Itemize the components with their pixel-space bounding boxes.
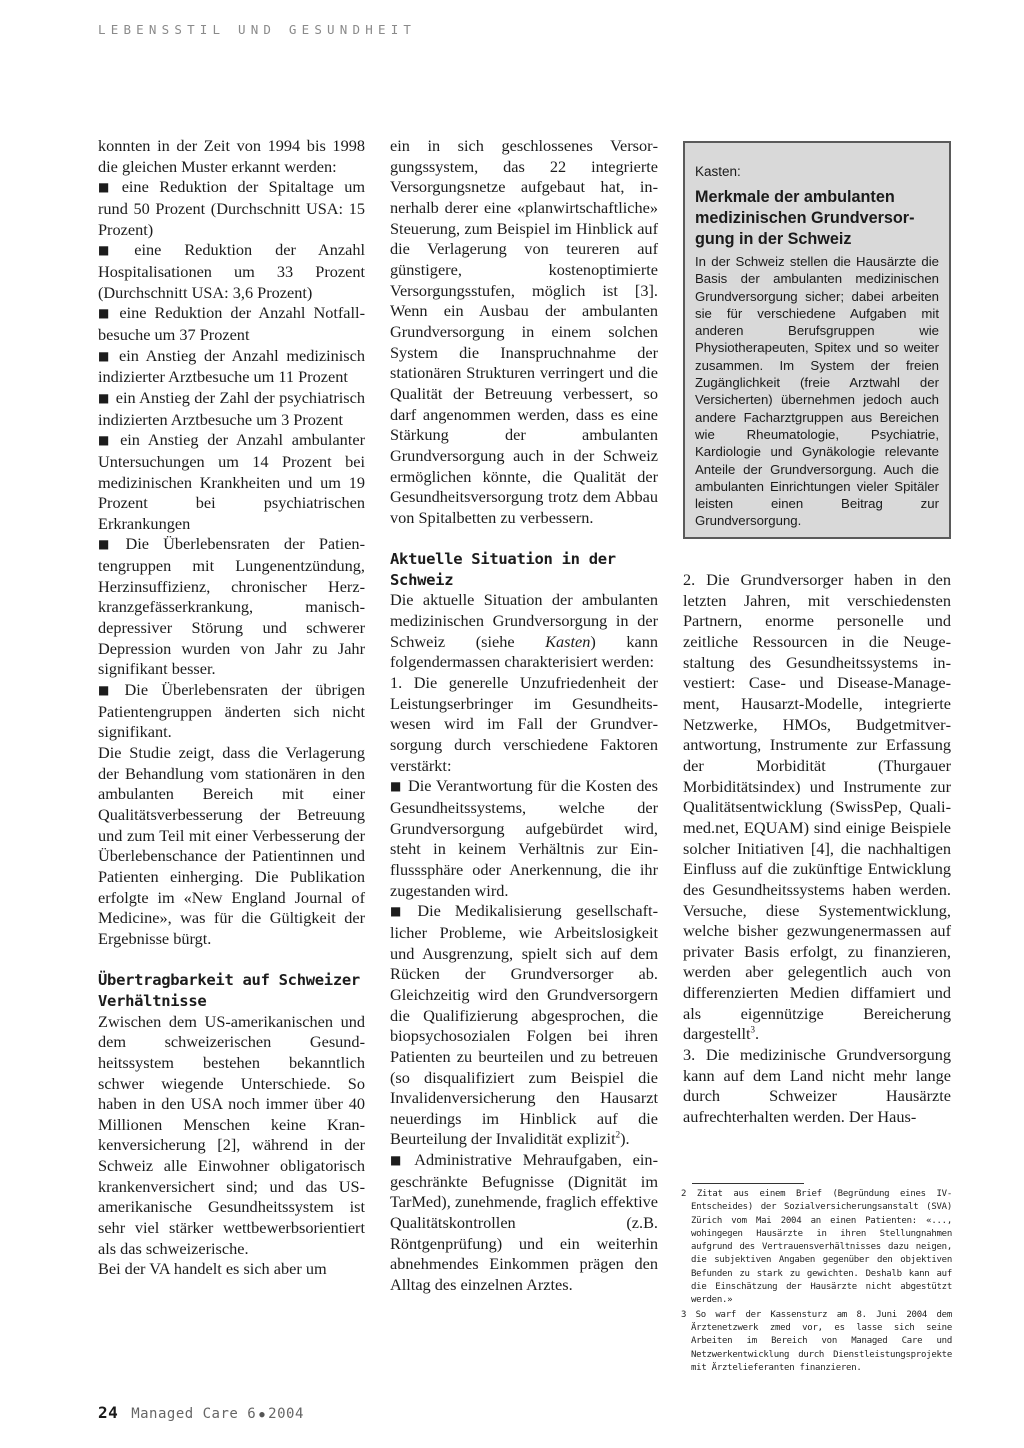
bullet-item: ■ eine Reduktion der Anzahl Hospitalisationen um 33 Prozent (Durchschnitt USA: 3,6 Prozent) <box>98 240 365 303</box>
text-run: Die aktuelle Situation der ambulanten medizinischen Grundversorgung in der Schweiz (siehe <box>390 590 658 651</box>
footnote-ref: 2 <box>615 1130 621 1141</box>
paragraph <box>683 570 951 1045</box>
section-heading: Übertragbarkeit auf Schweizer Verhältnisse <box>98 971 360 1010</box>
column-1 <box>98 136 365 1280</box>
paragraph: konnten in der Zeit von 1994 bis 1998 die gleichen Muster erkannt werden: <box>98 136 365 176</box>
bullet-item: ■ Die Überlebensraten der Patientengruppen mit Lungenentzündung, Herzinsuffizienz, chronischer Herzkranzgefässerkrankung, manisch-depressiver Störung und schwerer Depression wurden von Jahr zu Jahr signifikant besser. <box>98 534 365 680</box>
separator-dot: ● <box>259 1410 266 1420</box>
box-label: Kasten: <box>695 164 741 179</box>
footnote: 2 Zitat aus einem Brief (Begründung eines IV-Entscheides) der Sozialversicherungsanstalt (SVA) Zürich vom Mai 2004 an einen Patienten: «..., wohingegen Hausärzte in ihren Stellungnahmen aufgrund des Vertrauensverhältnisses dazu neigen, die subjektiven Angaben gegenüber den objektiven Befunden zu stark zu gewichten. Deshalb kann auf die Einschätzung der Hausärzte nicht abgestützt werden.» <box>681 1189 952 1306</box>
paragraph: ein in sich geschlossenes Versorgungssystem, das 22 integrierte Versorgungsnetze aufgebaut hat, innerhalb derer eine «planwirtschaftliche» Steuerung, zum Beispiel im Hinblick auf die Verlagerung von teureren auf günstigere, kostenoptimierte Versorgungsstufen, möglich ist [3]. Wenn ein Ausbau der ambulanten Grundversorgung in einem solchen System die Inanspruchnahme der stationären Strukturen verringert und die Qualität der Betreuung verbessert, so darf angenommen werden, dass es eine Stärkung der ambulanten Grundversorgung auch in der Schweiz ermöglichen könnte, die Qualität der Gesundheitsversorgung trotz dem Abbau von Spitalbetten zu verbessern. <box>390 136 658 527</box>
bullet-item: ■ eine Reduktion der Anzahl Notfallbesuche um 37 Prozent <box>98 303 365 345</box>
bullet-item: ■ ein Anstieg der Anzahl medizinisch indizierter Arztbesuche um 11 Prozent <box>98 346 365 388</box>
text-run: ). <box>620 1129 630 1149</box>
page-footer <box>98 1403 304 1422</box>
paragraph: Zwischen dem US-amerikanischen und dem schweizerischen Gesundheitssystem bestehen bekanntlich schwer wiegende Unterschiede. So haben in den USA noch immer über 40 Millionen Menschen keine Krankenversicherung [2], während in der Schweiz alle Einwohner obligatorisch krankenversichert sind; und das US-amerikanische Gesundheitssystem ist sehr viel stärker wettbewerbsorientiert als das schweizerische. <box>98 1011 365 1258</box>
text-run: Die Medikalisierung gesellschaftlicher Probleme, wie Arbeitslosigkeit und Ausgrenzung, spielt sich auf dem Rücken der Grundversorger ab. Gleichzeitig wird den Grundversorgern die Qualifizierung abgesprochen, die biopsychosozialen Folgen bei ihren Patienten zu beurteilen und zu betreuen (so disqualifiziert zum Beispiel die Invalidenversicherung den Hausarzt neuerdings im Hinblick auf die Beurteilung der Invalidität explizit <box>390 901 658 1149</box>
issue-number: 6 <box>247 1406 257 1422</box>
text-run: . <box>755 1024 760 1044</box>
running-header: LEBENSSTIL UND GESUNDHEIT <box>98 22 417 37</box>
page-number: 24 <box>98 1403 119 1422</box>
footnote-ref: 3 <box>750 1025 756 1036</box>
section-heading: Aktuelle Situation in der Schweiz <box>390 550 616 589</box>
paragraph: 1. Die generelle Unzufriedenheit der Leistungserbringer im Gesundheitswesen wird im Fall der Grundversorgung durch verschiedene Faktoren verstärkt: <box>390 673 658 775</box>
text-run: ) kann folgendermassen charakterisiert werden: <box>390 631 658 672</box>
box-title: Merkmale der ambulanten medizinischen Grundversorgung in der Schweiz <box>695 188 915 248</box>
bullet-item: ■ Administrative Mehraufgaben, eingeschränkte Befugnisse (Dignität im TarMed), zunehmende, fraglich effektive Qualitätskontrollen (z.B. Röntgenprüfung) und ein weiterhin abnehmendes Einkommen prägen den Alltag des einzelnen Arztes. <box>390 1150 658 1296</box>
paragraph: Bei der VA handelt es sich aber um <box>98 1259 327 1279</box>
column-2 <box>390 136 658 1296</box>
box-text: In der Schweiz stellen die Hausärzte die Basis der ambulanten medizinischen Grundversorgung sicher; dabei arbeiten sie für verschiedene Aufgaben mit anderen Berufsgruppen wie Physiotherapeuten, Spitex und so weiter zusammen. Im System der freien Zugänglichkeit (freie Arztwahl der Versicherten) übernehmen jedoch auch andere Facharztgruppen aus Bereichen wie Rheumatologie, Psychiatrie, Kardiologie und Gynäkologie relevante Anteile der Grundversorgung. Auch die ambulanten Einrichtungen vieler Spitäler leisten einen Beitrag zur Grundversorgung. <box>695 254 939 529</box>
bullet-item: ■ Die Verantwortung für die Kosten des Gesundheitssystems, welche der Grundversorgung aufgebürdet wird, steht in keinem Verhältnis zur Einflusssphäre oder Anerkennung, die ihr zugestanden wird. <box>390 776 658 901</box>
footnote-divider <box>692 1183 804 1184</box>
kasten-reference: Kasten <box>545 631 591 651</box>
paragraph <box>390 590 658 673</box>
text-run: 2. Die Grundversorger haben in den letzten Jahren, mit verschiedensten Partnern, enorme personelle und zeitliche Ressourcen in die Neugestaltung des Gesundheitssystems investiert: Case- und Disease-Management, Hausarzt-Modelle, integrierte Netzwerke, HMOs, Budgetmitverantwortung, Instrumente zur Erfassung der Morbidität (Thurgauer Morbiditätsindex) und Instrumente zur Qualitätsentwicklung (SwissPep, Quali-med.net, EQUAM) sind einige Beispiele solcher Initiativen [4], die nachhaltigen Einfluss auf die zukünftige Entwicklung des Gesundheitssystems haben werden. Versuche, diese Systementwicklung, welche bisher gezwungenermassen auf privater Basis erfolgt, zu finanzieren, werden aber gelegentlich auch von differenzierten Medien diffamiert und als eigennützige Bereicherung dargestellt <box>683 570 951 1044</box>
bullet-item: ■ eine Reduktion der Spitaltage um rund 50 Prozent (Durchschnitt USA: 15 Prozent) <box>98 177 365 240</box>
year: 2004 <box>268 1406 304 1422</box>
footnotes <box>681 1188 952 1376</box>
bullet-item: ■ ein Anstieg der Zahl der psychiatrisch indizierten Arztbesuche um 3 Prozent <box>98 388 365 430</box>
column-3 <box>683 570 951 1128</box>
paragraph: 3. Die medizinische Grundversorgung kann auf dem Land nicht mehr lange durch Schweizer Hausärzte aufrechterhalten werden. Der Haus- <box>683 1045 951 1127</box>
bullet-item <box>390 901 658 1150</box>
bullet-item: ■ Die Überlebensraten der übrigen Patientengruppen änderten sich nicht signifikant. <box>98 680 365 743</box>
info-box <box>683 141 951 539</box>
bullet-item: ■ ein Anstieg der Anzahl ambulanter Untersuchungen um 14 Prozent bei medizinischen Krankheiten und um 19 Prozent bei psychiatrischen Erkrankungen <box>98 430 365 534</box>
journal-name: Managed Care <box>131 1406 239 1422</box>
paragraph: Die Studie zeigt, dass die Verlagerung der Behandlung vom stationären in den ambulanten Bereich mit einer Qualitätsverbesserung der Betreuung und zum Teil mit einer Verbesserung der Überlebenschance der Patientinnen und Patienten einherging. Die Publikation erfolgte im «New England Journal of Medicine», was für die Gültigkeit der Ergebnisse bürgt. <box>98 743 365 948</box>
footnote: 3 So warf der Kassensturz am 8. Juni 2004 dem Ärztenetzwerk zmed vor, es lasse sich seine Arbeiten im Bereich von Managed Care und Netzwerkentwicklung durch Dienstleistungsprojekte mit Ärztelieferanten finanzieren. <box>681 1309 952 1373</box>
